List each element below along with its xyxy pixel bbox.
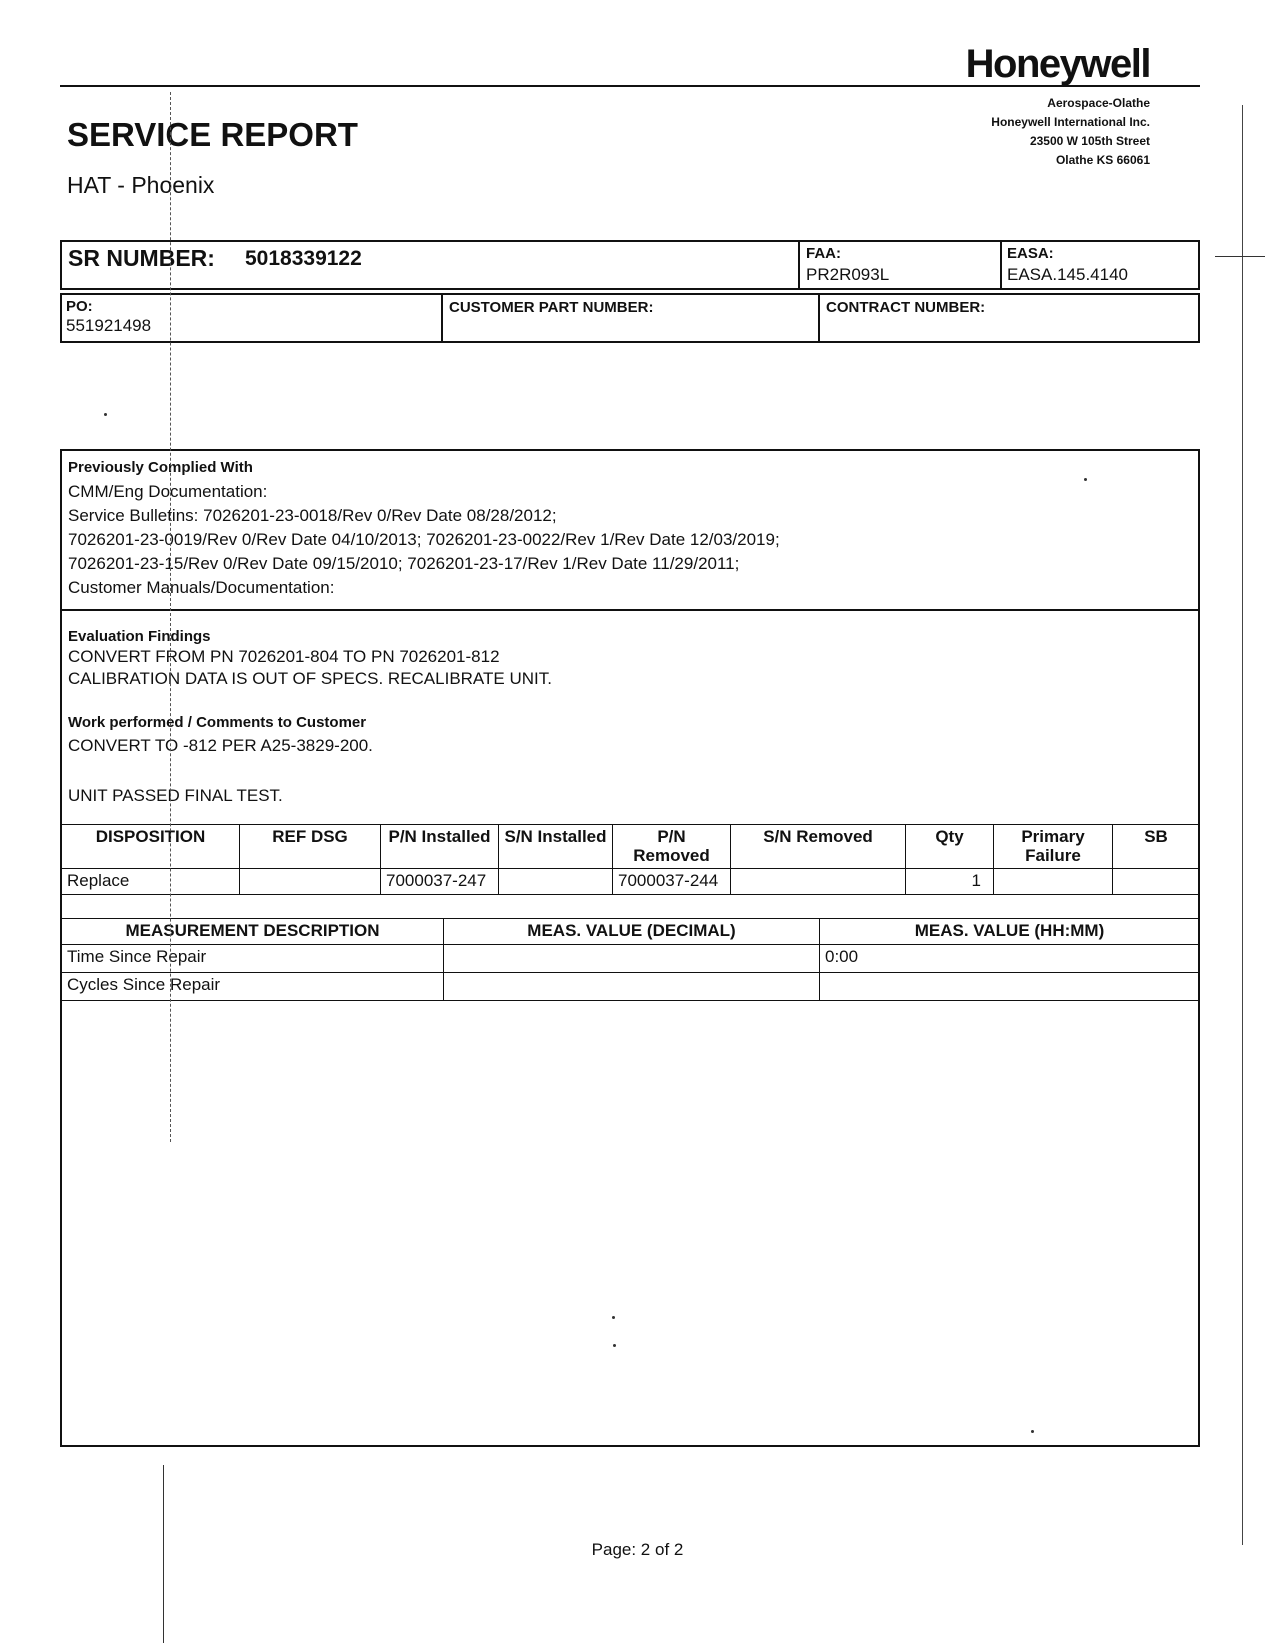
honeywell-logo: Honeywell [965,42,1150,86]
col-header: S/N Installed [499,825,613,869]
report-title: SERVICE REPORT [67,116,358,153]
table-cell: Time Since Repair [62,945,444,973]
table-cell: 7000037-244 [613,869,731,895]
table-cell [444,973,820,1001]
table-row [62,973,1200,1001]
sr-number-label: SR NUMBER: [68,245,215,271]
evaluation-section [68,646,552,690]
work-line: CONVERT TO -812 PER A25-3829-200. [68,736,373,755]
col-header: REF DSG [240,825,381,869]
table-cell [731,869,906,895]
scan-speck [612,1316,615,1319]
complied-line: Service Bulletins: 7026201-23-0018/Rev 0/Rev Date 08/28/2012; [68,506,557,525]
scan-fold-line [170,92,171,1142]
report-subtitle: HAT - Phoenix [67,172,215,198]
col-header: MEAS. VALUE (HH:MM) [820,919,1200,945]
scan-edge-line [1242,105,1243,1545]
scan-speck [1084,478,1087,481]
col-header: P/N Removed [613,825,731,869]
easa-label: EASA: [1007,245,1054,262]
po-value: 551921498 [66,316,152,335]
table-cell [820,973,1200,1001]
col-header: Primary Failure [994,825,1113,869]
complied-heading: Previously Complied With [68,459,253,476]
complied-line: 7026201-23-15/Rev 0/Rev Date 09/15/2010; 7026201-23-17/Rev 1/Rev Date 11/29/2011; [68,554,740,573]
evaluation-heading: Evaluation Findings [68,628,211,645]
address-line: Aerospace-Olathe [1047,96,1150,110]
table-cell: Replace [62,869,240,895]
measurement-header-row [62,919,1200,945]
col-header: P/N Installed [381,825,499,869]
divider [1000,241,1002,289]
section-divider [61,609,1199,611]
table-cell: 0:00 [820,945,1200,973]
faa-label: FAA: [806,245,841,262]
po-label: PO: [66,298,93,315]
scan-speck [104,413,107,416]
table-row [62,869,1200,895]
disposition-table [61,824,1200,895]
table-cell [240,869,381,895]
scan-mark [1215,256,1265,257]
header-rule [60,85,1200,87]
scan-speck [613,1344,616,1347]
address-line: 23500 W 105th Street [1029,134,1150,148]
divider [798,241,800,289]
col-header: DISPOSITION [62,825,240,869]
table-cell: 1 [906,869,994,895]
col-header: S/N Removed [731,825,906,869]
table-cell [499,869,613,895]
scan-speck [1031,1430,1034,1433]
col-header: MEAS. VALUE (DECIMAL) [444,919,820,945]
table-cell [1113,869,1200,895]
col-header: MEASUREMENT DESCRIPTION [62,919,444,945]
contract-number-label: CONTRACT NUMBER: [826,299,986,316]
evaluation-line: CALIBRATION DATA IS OUT OF SPECS. RECALIBRATE UNIT. [68,669,552,688]
evaluation-line: CONVERT FROM PN 7026201-804 TO PN 7026201-812 [68,647,500,666]
measurement-table [61,918,1200,1001]
complied-line: Customer Manuals/Documentation: [68,578,335,597]
easa-value: EASA.145.4140 [1007,265,1128,284]
work-result-line: UNIT PASSED FINAL TEST. [68,786,283,805]
divider [818,294,820,342]
col-header: SB [1113,825,1200,869]
table-cell: 7000037-247 [381,869,499,895]
complied-line: 7026201-23-0019/Rev 0/Rev Date 04/10/2013; 7026201-23-0022/Rev 1/Rev Date 12/03/2019; [68,530,780,549]
work-heading: Work performed / Comments to Customer [68,714,367,731]
company-address [991,94,1150,170]
table-cell: Cycles Since Repair [62,973,444,1001]
address-line: Olathe KS 66061 [1055,153,1150,167]
col-header: Qty [906,825,994,869]
table-cell [444,945,820,973]
table-row [62,945,1200,973]
address-line: Honeywell International Inc. [991,115,1150,129]
faa-value: PR2R093L [806,265,890,284]
complied-line: CMM/Eng Documentation: [68,482,268,501]
table-cell [994,869,1113,895]
disposition-header-row [62,825,1200,869]
sr-number-value: 5018339122 [245,247,362,270]
divider [441,294,443,342]
customer-part-number-label: CUSTOMER PART NUMBER: [449,299,654,316]
page-number: Page: 2 of 2 [591,1540,684,1559]
complied-section [68,480,780,600]
